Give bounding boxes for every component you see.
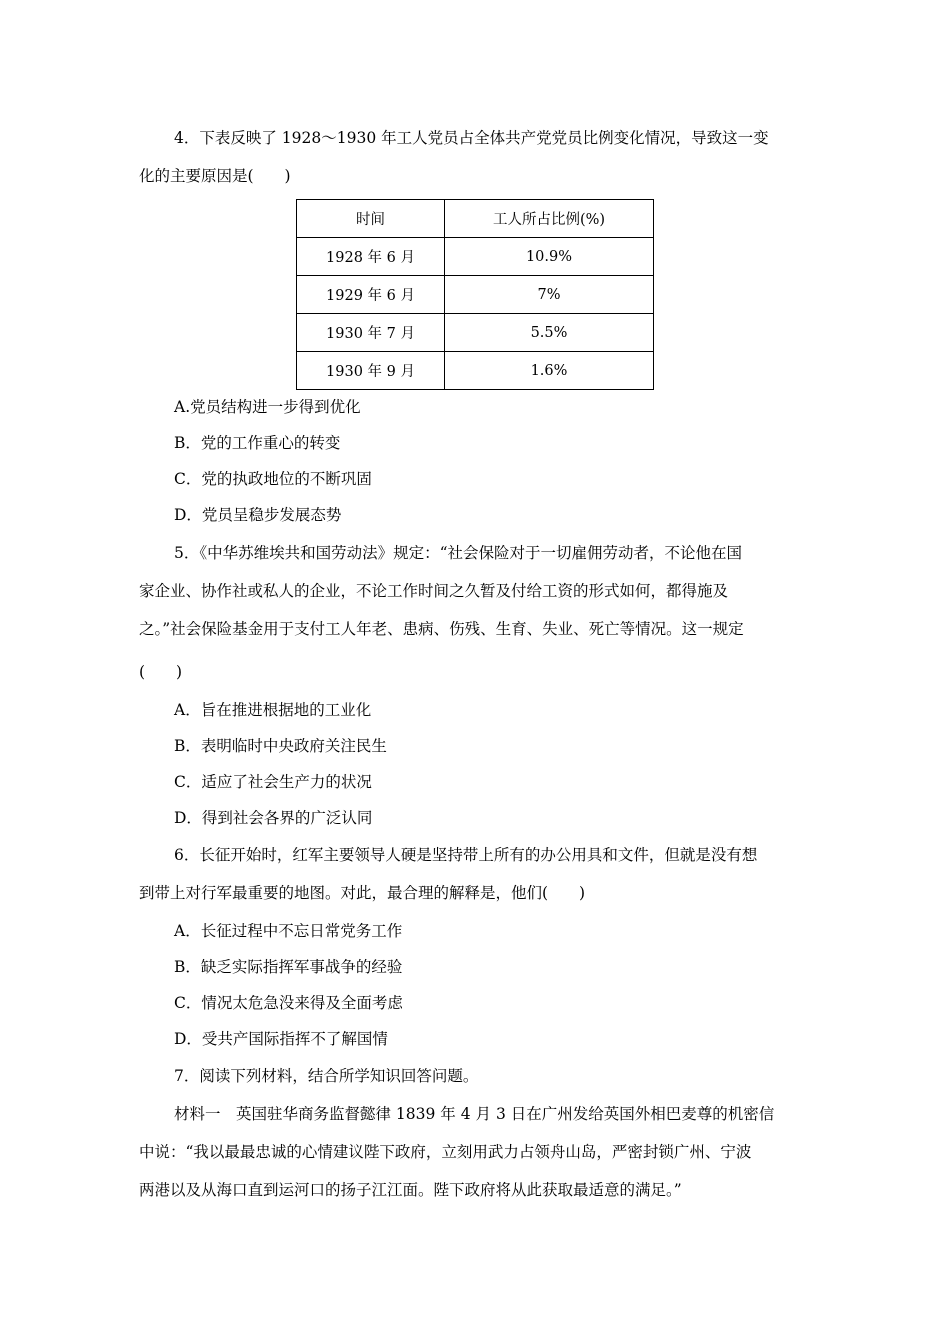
table-row <box>297 314 654 352</box>
q4-option-d: D．党员呈稳步发展态势 <box>174 506 342 524</box>
q4-option-b: B．党的工作重心的转变 <box>174 434 341 452</box>
q5-option-b: B．表明临时中央政府关注民生 <box>174 737 387 755</box>
table-cell-ratio: 1.6% <box>445 352 654 390</box>
table-cell-time: 1930 年 7 月 <box>297 314 445 352</box>
table-row <box>297 352 654 390</box>
q5-stem-line-3: 之。”社会保险基金用于支付工人年老、患病、伤残、生育、失业、死亡等情况。这一规定 <box>139 620 744 638</box>
q7-material-line-1: 材料一 英国驻华商务监督懿律 1839 年 4 月 3 日在广州发给英国外相巴麦尊的机密信 <box>174 1105 775 1123</box>
table-header-ratio: 工人所占比例(%) <box>445 200 654 238</box>
table-header-row <box>297 200 654 238</box>
q6-option-a: A．长征过程中不忘日常党务工作 <box>174 922 403 940</box>
q5-option-a: A．旨在推进根据地的工业化 <box>174 701 372 719</box>
table-row <box>297 276 654 314</box>
q4-option-c: C．党的执政地位的不断巩固 <box>174 470 372 488</box>
q6-option-b: B．缺乏实际指挥军事战争的经验 <box>174 958 403 976</box>
q7-material-line-3: 两港以及从海口直到运河口的扬子江江面。陛下政府将从此获取最适意的满足。” <box>139 1181 682 1199</box>
q6-option-c: C．情况太危急没来得及全面考虑 <box>174 994 403 1012</box>
table-cell-ratio: 10.9% <box>445 238 654 276</box>
q7-material-line-2: 中说：“我以最最忠诚的心情建议陛下政府，立刻用武力占领舟山岛，严密封锁广州、宁波 <box>139 1143 752 1161</box>
table-cell-time: 1930 年 9 月 <box>297 352 445 390</box>
q4-option-a: A.党员结构进一步得到优化 <box>174 398 361 416</box>
q6-option-d: D．受共产国际指挥不了解国情 <box>174 1030 388 1048</box>
q4-stem-line-1: 4．下表反映了 1928～1930 年工人党员占全体共产党党员比例变化情况，导致这一变 <box>174 129 769 147</box>
q5-answer-bracket: ( ) <box>139 663 183 681</box>
table-cell-time: 1929 年 6 月 <box>297 276 445 314</box>
q6-stem-line-1: 6．长征开始时，红军主要领导人硬是坚持带上所有的办公用具和文件，但就是没有想 <box>174 846 758 864</box>
q4-stem-line-2: 化的主要原因是( ) <box>139 167 291 185</box>
q5-option-d: D．得到社会各界的广泛认同 <box>174 809 373 827</box>
table-header-time: 时间 <box>297 200 445 238</box>
q4-data-table <box>296 199 654 390</box>
table-cell-ratio: 5.5% <box>445 314 654 352</box>
table-cell-time: 1928 年 6 月 <box>297 238 445 276</box>
q5-stem-line-2: 家企业、协作社或私人的企业，不论工作时间之久暂及付给工资的形式如何，都得施及 <box>139 582 729 600</box>
q5-stem-line-1: 5．《中华苏维埃共和国劳动法》规定：“社会保险对于一切雇佣劳动者，不论他在国 <box>174 544 743 562</box>
table-cell-ratio: 7% <box>445 276 654 314</box>
table-row <box>297 238 654 276</box>
q7-stem: 7．阅读下列材料，结合所学知识回答问题。 <box>174 1067 479 1085</box>
q5-option-c: C．适应了社会生产力的状况 <box>174 773 372 791</box>
q6-stem-line-2: 到带上对行军最重要的地图。对此，最合理的解释是，他们( ) <box>139 884 586 902</box>
